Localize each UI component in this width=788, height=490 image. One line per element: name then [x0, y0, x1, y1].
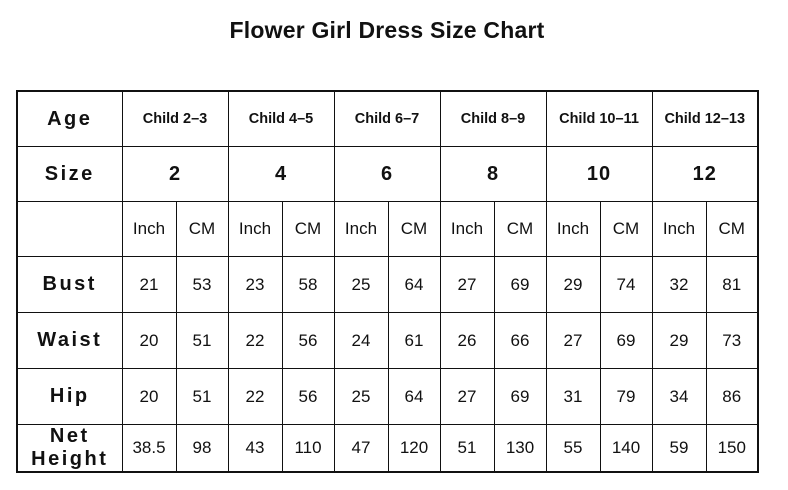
height-value: 110: [282, 425, 334, 473]
waist-value: 24: [334, 313, 388, 369]
waist-value: 22: [228, 313, 282, 369]
unit-inch: Inch: [122, 202, 176, 257]
bust-value: 27: [440, 257, 494, 313]
height-label-line: Height: [31, 448, 109, 470]
size-chart-table: [16, 90, 759, 473]
bust-row: [17, 257, 758, 313]
bust-value: 69: [494, 257, 546, 313]
waist-value: 73: [706, 313, 758, 369]
hip-label: Hip: [17, 369, 122, 425]
bust-value: 58: [282, 257, 334, 313]
height-value: 130: [494, 425, 546, 473]
size-row: [17, 147, 758, 202]
size-cell: 10: [546, 147, 652, 202]
waist-value: 27: [546, 313, 600, 369]
unit-inch: Inch: [228, 202, 282, 257]
age-cell: Child 12–13: [652, 91, 758, 147]
unit-cm: CM: [282, 202, 334, 257]
waist-value: 61: [388, 313, 440, 369]
net-height-label: [17, 425, 122, 473]
unit-cm: CM: [706, 202, 758, 257]
waist-value: 69: [600, 313, 652, 369]
unit-cm: CM: [494, 202, 546, 257]
age-label: Age: [17, 91, 122, 147]
unit-inch: Inch: [652, 202, 706, 257]
unit-inch: Inch: [334, 202, 388, 257]
hip-value: 56: [282, 369, 334, 425]
hip-value: 20: [122, 369, 176, 425]
net-height-row: [17, 425, 758, 473]
height-value: 140: [600, 425, 652, 473]
waist-value: 51: [176, 313, 228, 369]
bust-value: 53: [176, 257, 228, 313]
size-cell: 8: [440, 147, 546, 202]
size-cell: 6: [334, 147, 440, 202]
bust-value: 74: [600, 257, 652, 313]
hip-value: 64: [388, 369, 440, 425]
size-cell: 4: [228, 147, 334, 202]
unit-cm: CM: [176, 202, 228, 257]
bust-value: 29: [546, 257, 600, 313]
hip-value: 31: [546, 369, 600, 425]
unit-row: [17, 202, 758, 257]
height-value: 55: [546, 425, 600, 473]
hip-row: [17, 369, 758, 425]
size-cell: 12: [652, 147, 758, 202]
bust-value: 25: [334, 257, 388, 313]
height-value: 59: [652, 425, 706, 473]
unit-row-label-empty: [17, 202, 122, 257]
hip-value: 79: [600, 369, 652, 425]
age-row: [17, 91, 758, 147]
unit-cm: CM: [388, 202, 440, 257]
age-cell: Child 2–3: [122, 91, 228, 147]
height-value: 120: [388, 425, 440, 473]
unit-inch: Inch: [546, 202, 600, 257]
page-title: Flower Girl Dress Size Chart: [229, 17, 545, 43]
height-value: 51: [440, 425, 494, 473]
waist-value: 26: [440, 313, 494, 369]
height-value: 98: [176, 425, 228, 473]
hip-value: 22: [228, 369, 282, 425]
waist-label: Waist: [17, 313, 122, 369]
height-value: 43: [228, 425, 282, 473]
height-value: 47: [334, 425, 388, 473]
bust-value: 32: [652, 257, 706, 313]
waist-value: 20: [122, 313, 176, 369]
height-value: 150: [706, 425, 758, 473]
age-cell: Child 10–11: [546, 91, 652, 147]
age-cell: Child 8–9: [440, 91, 546, 147]
bust-value: 23: [228, 257, 282, 313]
hip-value: 27: [440, 369, 494, 425]
hip-value: 34: [652, 369, 706, 425]
bust-value: 81: [706, 257, 758, 313]
unit-inch: Inch: [440, 202, 494, 257]
bust-value: 21: [122, 257, 176, 313]
height-value: 38.5: [122, 425, 176, 473]
hip-value: 86: [706, 369, 758, 425]
bust-value: 64: [388, 257, 440, 313]
waist-value: 66: [494, 313, 546, 369]
hip-value: 25: [334, 369, 388, 425]
net-label-line: Net: [49, 425, 90, 447]
size-label: Size: [17, 147, 122, 202]
unit-cm: CM: [600, 202, 652, 257]
hip-value: 51: [176, 369, 228, 425]
age-cell: Child 6–7: [334, 91, 440, 147]
waist-value: 29: [652, 313, 706, 369]
age-cell: Child 4–5: [228, 91, 334, 147]
waist-row: [17, 313, 758, 369]
hip-value: 69: [494, 369, 546, 425]
bust-label: Bust: [17, 257, 122, 313]
waist-value: 56: [282, 313, 334, 369]
size-cell: 2: [122, 147, 228, 202]
